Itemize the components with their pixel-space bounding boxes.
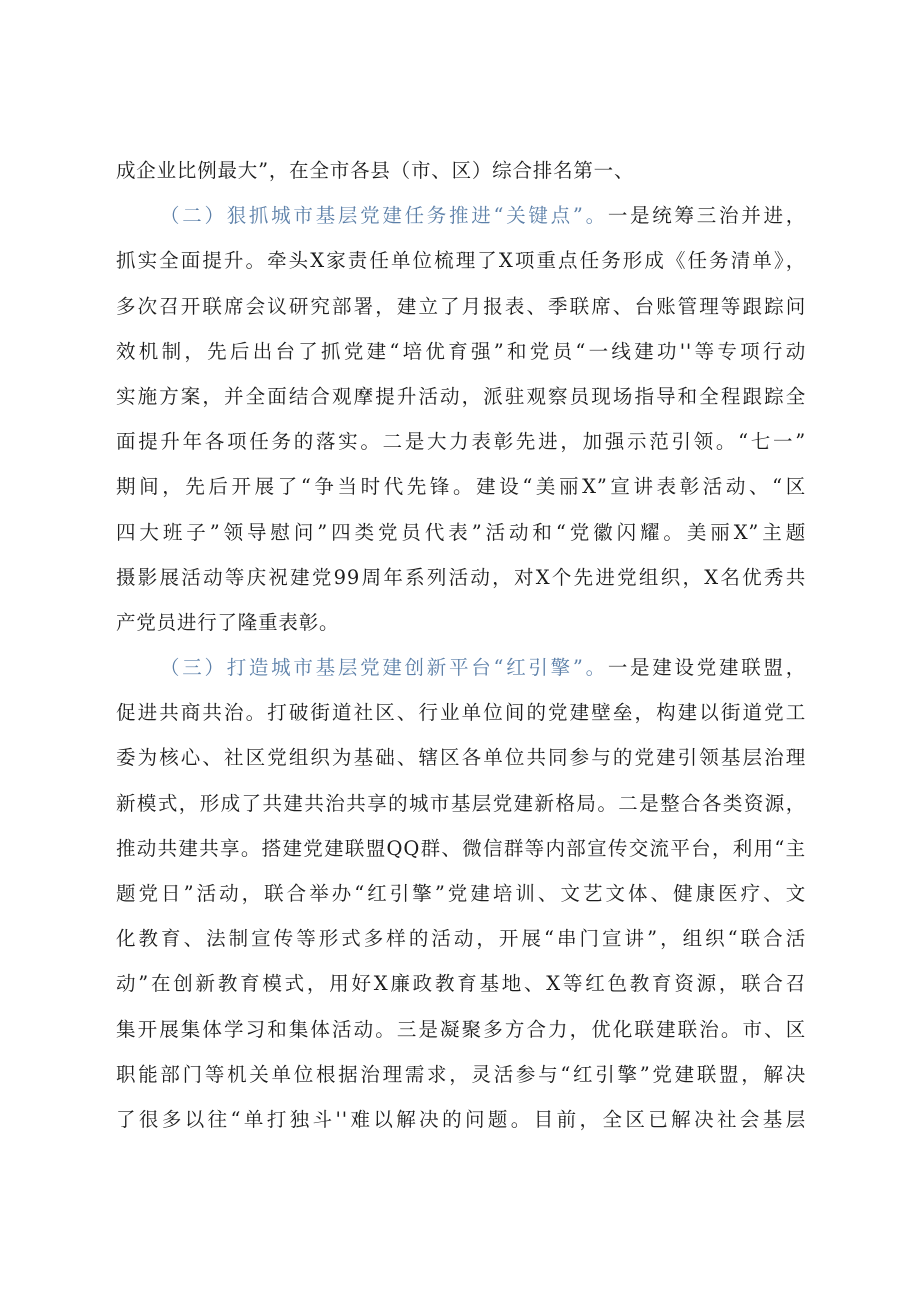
section-3-line: 题党日”活动，联合举办“红引擎”党建培训、文艺文体、健康医疗、文	[116, 882, 806, 905]
section-3-line: 新模式，形成了共建共治共享的城市基层党建新格局。二是整合各类资源，	[116, 791, 806, 815]
section-3-first-line	[116, 645, 806, 690]
section-2-line: 多次召开联席会议研究部署，建立了月报表、季联席、台账管理等跟踪问	[116, 294, 806, 318]
section-2-first-line	[116, 193, 806, 238]
section-2-line: 摄影展活动等庆祝建党99周年系列活动，对X个先进党组织，X名优秀共	[116, 565, 806, 589]
section-3-line: 促进共商共治。打破街道社区、行业单位间的党建壁垒，构建以街道党工	[116, 701, 806, 725]
section-2-line: 四大班子”领导慰问”四类党员代表”活动和“党徽闪耀。美丽X”主题	[116, 520, 806, 544]
section-3-line: 动”在创新教育模式，用好X廉政教育基地、X等红色教育资源，联合召	[116, 972, 806, 996]
section-2-line: 期间，先后开展了“争当时代先锋。建设“美丽X”宣讲表彰活动、“区	[116, 475, 806, 499]
section-3-line: 了很多以往“单打独斗''难以解决的问题。目前，全区已解决社会基层	[116, 1107, 806, 1131]
section-3-line: 推动共建共享。搭建党建联盟QQ群、微信群等内部宣传交流平台，利用“主	[116, 836, 806, 860]
section-2-last-line: 产党员进行了隆重表彰。	[116, 610, 340, 634]
section-2-heading: （二）狠抓城市基层党建任务推进“关键点”。	[160, 204, 608, 228]
section-3-line: 职能部门等机关单位根据治理需求，灵活参与“红引擎”党建联盟，解决	[116, 1062, 806, 1086]
section-3-first-line-text: 一是建设党建联盟，	[607, 656, 806, 680]
section-2-line: 面提升年各项任务的落实。二是大力表彰先进，加强示范引领。“七一”	[116, 430, 806, 454]
section-3-line: 集开展集体学习和集体活动。三是凝聚多方合力，优化联建联治。市、区	[116, 1017, 806, 1041]
section-3-line: 委为核心、社区党组织为基础、辖区各单位共同参与的党建引领基层治理	[116, 746, 806, 770]
section-3-heading: （三）打造城市基层党建创新平台“红引擎”。	[160, 656, 608, 680]
section-2-first-line-text: 一是统筹三治并进，	[607, 204, 806, 228]
section-2-line: 实施方案，并全面结合观摩提升活动，派驻观察员现场指导和全程跟踪全	[116, 384, 806, 408]
section-2-line: 抓实全面提升。牵头X家责任单位梳理了X项重点任务形成《任务清单》，	[116, 249, 806, 273]
section-2-line: 效机制，先后出台了抓党建“培优育强”和党员“一线建功''等专项行动	[116, 339, 806, 363]
document-body	[116, 148, 806, 1142]
intro-line: 成企业比例最大”，在全市各县（市、区）综合排名第一、	[116, 159, 635, 182]
section-3-line: 化教育、法制宣传等形式多样的活动，开展“串门宣讲”，组织“联合活	[116, 927, 806, 951]
